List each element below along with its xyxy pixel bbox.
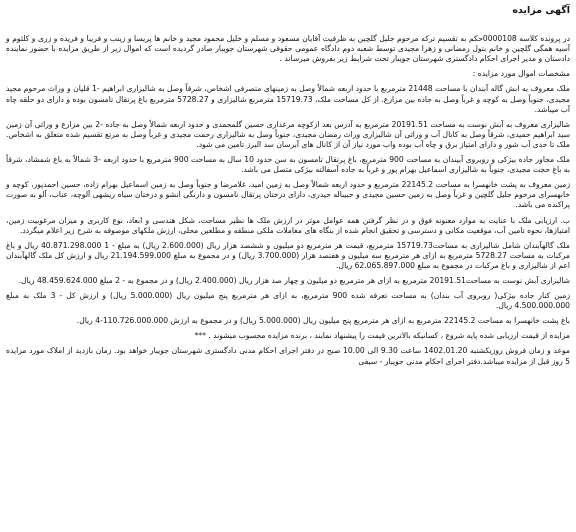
auction-terms: مزایده از قیمت ارزیابی شده پایه شروع ، کسانیکه بالاترین قیمت را پیشنهاد نمایند ، برنده مزایده محسوب میشوند . *** bbox=[194, 331, 570, 341]
notice-intro: در پرونده کلاسه 0000108حکم به تقسیم ترکه مرحوم جلیل گلچین به ظرفیت آقایان مسعود و مسلم و خلیل محمود مجید و خانم ها پریسا و زینب و فریبا و فریده و زری و کلثوم و آسیه همگی گلچین و خانم بتول رمضانی و زهرا مجیدی توسط شعبه دوم دادگاه عمومی حقوقی شهرستان جویبار صادر گردیده است که اموال زیر از طریق مزایده با حضور نماینده دادستان و مدیر اجرای احکام دادگستری شهرستان جویبار تحت شرایط زیر بفروش میرساند . bbox=[6, 34, 571, 64]
valuation-item-2: شالیزاری آبش نوست به مساحت20191.51 مترمربع به ازای هر مترمربع دو میلیون و چهار صد هزار ریال (2.400.000 ریال) و در مجموع به - 2 مبلغ 48.459.624.000 ریال. bbox=[18, 275, 570, 285]
property-item-2: شالیزاری معروف به آبش نوست به مساحت 20191.51 مترمربع به آدرس بعد ازکوچه مرغداری حسین گلمحمدی و حدود اربعه شمالاً وصل به جاده -2 بین مزارع و وراثی آن زمین سید ابراهیم حمیدی، شرقاً وصل به کانال آب و وراثی آن شالیزاری وراث رمضان مجیدی، جنوباً وصل به شالیزاری رحمت مجیدی و غرباً وصل به مرتع تقسیم شده متعلق به اشخاص. ملک تا حدی آب شور و دارای امتیاز برق و چاه آب بوده واب مورد نیاز آن از کانال های آبرسان سد البرز تامین می شود. bbox=[6, 119, 570, 149]
valuation-item-4: باغ پشت خانهسرا به مساحت 22145.2 مترمربع به ازای هر مترمربع پنج میلیون ریال (5.000.000 ریال) و در مجموع به ارزش 110.726.000.000-4 ریال. bbox=[76, 316, 570, 326]
notice-title: آگهی مزایده bbox=[512, 5, 570, 16]
valuation-paragraph: ب. ارزیابی ملک با عنایت به موارد معنونه فوق و در نظر گرفتن همه عوامل موثر در ارزش ملک ها نظیر مساحت، شکل هندسی و ابعاد، نوع کاربری و میزان مرغوبیت زمین، امتیازها، نحوه تامین آب، موقعیت مکانی و دسترسی و تحقیق انجام شده از بنگاه های معاملات ملکی منطقه و مطلعین محلی، ارزش ملکهای موصوفه به شرح زیر اعلام میگردد. bbox=[6, 215, 570, 235]
auction-schedule-footer: موعد و زمان فروش روزیکشنبه 1402.01.20 ساعت 9.30 الی 10.00 صبح در دفتر اجرای احکام مدنی دادگستری شهرستان جویبار خواهد بود. زمان بازدید از املاک مورد مزایده 5 روز قبل از مزایده میباشد.دفتر اجرای احکام مدنی جویبار - سیفی bbox=[6, 346, 570, 366]
valuation-item-3: زمین کنار جاده بیژکی( روبروی آب بندان) به مساحت تعرفه شده 900 مترمربع، به ازای هر مترمربع پنج میلیون ریال (5.000.000 ریال) و ارزش کل - 3 ملک به مبلغ 4.500.000.000 ریال. bbox=[6, 291, 571, 311]
specs-heading: مشخصات اموال مورد مزایده : bbox=[472, 69, 570, 79]
property-item-4: زمین معروف به پشت خانهسرا به مساحت 22145.2 مترمربع و حدود اربعه شمالاً وصل به زمین امید، غلامرضا و جنوباً وصل به زمین اسماعیل بهرام زاده، حسین احمدپور، کوچه و خانهسرای مرحوم جلیل گلچین و غرباً وصل به زمین حسین مجیدی و حبیباله حیدری، دارای درختان پرتقال تامسون و دارنگی انشو و درختان سیاه ریشهی آلوچه، عناب، آلو به صورت پراکنده می باشد. bbox=[6, 180, 570, 210]
valuation-item-1: ملک گالهآبندان شامل شالیزاری به مساحت15719.73 مترمربع، قیمت هر مترمربع دو میلیون و ششصد هزار ریال (2.600.000 ریال) به مبلغ - 1 40.871.298.000 ریال و باغ مرکبات به مساحت 5728.27 مترمربع به ازای هر مترمربع سه میلیون و هفتصد هزار (3.700.000 ریال) و در مجموع به مبلغ 21.194.599.000 ریال و ارزش کل ملک گالهآبندان اعم از شالیزاری و باغ مرکبات در مجموع به مبلغ 62.065.897.000 ریال. bbox=[6, 240, 570, 270]
property-item-3: ملک مجاور جاده بیژکی و روبروی آبیندان به مساحت 900 مترمربع، باغ پرتقال تامسون به سن حدود 10 سال به مساحت 900 مترمربع با حدود اربعه -3 شمالاً به باغ شمشاد، شرقاً به باغ حجت مجیدی، جنوباً به شالیزاری اسماعیل بهرام پور و غرباً به جاده آسفالته بیژکی متصل می باشد. bbox=[6, 155, 570, 175]
property-item-1: ملک معروف به ابش گاله آبندان با مساحت 21448 مترمربع با حدود اربعه شمالاً وصل به زمینهای متصرفی اشخاص، شرقاً وصل به شالیزاری ابراهیم -1 قلیان و وراث مرحوم مجید مجیدی، جنوباً وصل به کوچه و غرباً وصل به جاده بین مزارع. از کل مساحت ملک، 15719.73 مترمربع شالیزاری و 5728.27 مترمربع باغ پرتقال تامسون بوده و دارای دو حلقه چاه آب میباشد. bbox=[6, 84, 570, 114]
